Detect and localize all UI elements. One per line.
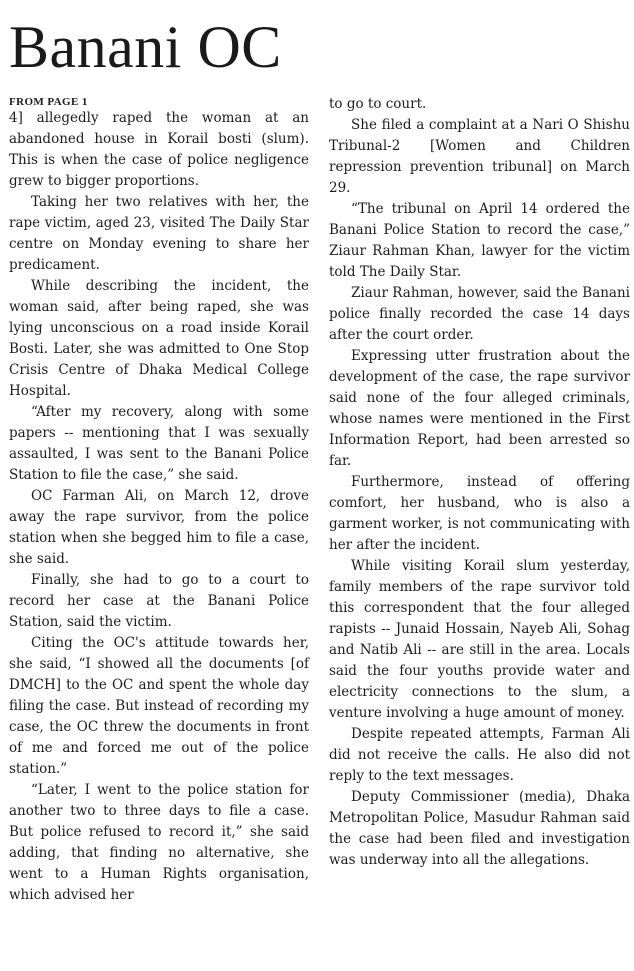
article-column-left xyxy=(9,94,309,906)
paragraph-right-1: to go to court. xyxy=(329,96,427,112)
paragraph-right-5: Expressing utter frustration about the development of the case, the rape survivor said none of the four alleged criminals, whose names were mentioned in the First Information Report, had been arrested so far. xyxy=(329,348,630,469)
continuation-kicker: FROM PAGE 1 xyxy=(9,96,88,108)
headline: Banani OC xyxy=(9,14,282,80)
paragraph-left-5: OC Farman Ali, on March 12, drove away the rape survivor, from the police station when she begged him to file a case, she said. xyxy=(9,488,309,567)
paragraph-right-4: Ziaur Rahman, however, said the Banani police finally recorded the case 14 days after the court order. xyxy=(329,285,630,343)
paragraph-right-6: Furthermore, instead of offering comfort, her husband, who is also a garment worker, is not communicating with her after the incident. xyxy=(329,474,630,553)
paragraph-right-7: While visiting Korail slum yesterday, family members of the rape survivor told this correspondent that the four alleged rapists -- Junaid Hossain, Nayeb Ali, Sohag and Natib Ali -- are still in the area. Locals said the four youths provide water and electricity connections to the slum, a venture involving a huge amount of money. xyxy=(329,558,630,721)
paragraph-right-9: Deputy Commissioner (media), Dhaka Metropolitan Police, Masudur Rahman said the case had been filed and investigation was underway into all the allegations. xyxy=(329,789,630,868)
paragraph-left-8: “Later, I went to the police station for another two to three days to file a case. But police refused to record it,” she said adding, that finding no alternative, she went to a Human Rights organisation, which advised her xyxy=(9,782,309,903)
paragraph-right-8: Despite repeated attempts, Farman Ali did not receive the calls. He also did not reply to the text messages. xyxy=(329,726,630,784)
paragraph-left-6: Finally, she had to go to a court to record her case at the Banani Police Station, said the victim. xyxy=(9,572,309,630)
paragraph-left-4: “After my recovery, along with some papers -- mentioning that I was sexually assaulted, I was sent to the Banani Police Station to file the case,” she said. xyxy=(9,404,309,483)
article-column-right xyxy=(329,94,630,871)
paragraph-right-2: She filed a complaint at a Nari O Shishu Tribunal-2 [Women and Children repression prevention tribunal] on March 29. xyxy=(329,117,630,196)
paragraph-left-1: 4] allegedly raped the woman at an abandoned house in Korail bosti (slum). This is when the case of police negligence grew to bigger proportions. xyxy=(9,110,309,189)
paragraph-left-2: Taking her two relatives with her, the rape victim, aged 23, visited The Daily Star centre on Monday evening to share her predicament. xyxy=(9,194,309,273)
paragraph-left-3: While describing the incident, the woman said, after being raped, she was lying unconscious on a road inside Korail Bosti. Later, she was admitted to One Stop Crisis Centre of Dhaka Medical College Hospital. xyxy=(9,278,309,399)
paragraph-right-3: “The tribunal on April 14 ordered the Banani Police Station to record the case,” Ziaur Rahman Khan, lawyer for the victim told The Daily Star. xyxy=(329,201,630,280)
paragraph-left-7: Citing the OC's attitude towards her, she said, “I showed all the documents [of DMCH] to the OC and spent the whole day filing the case. But instead of recording my case, the OC threw the documents in front of me and forced me out of the police station.” xyxy=(9,635,309,777)
